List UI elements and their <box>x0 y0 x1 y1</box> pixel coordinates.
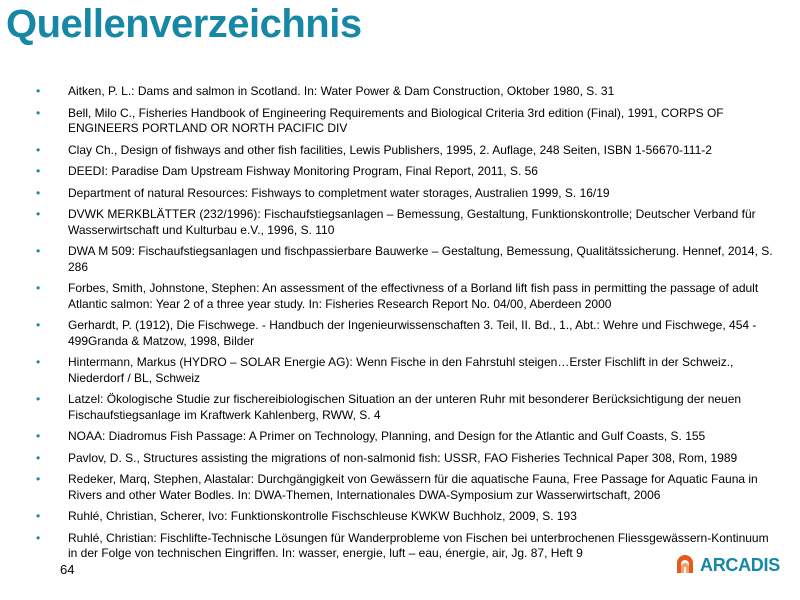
reference-item <box>36 244 776 275</box>
reference-item <box>36 355 776 386</box>
reference-item <box>36 143 776 159</box>
bullet-icon: • <box>36 185 41 200</box>
reference-item <box>36 451 776 467</box>
reference-list <box>36 84 776 568</box>
reference-item <box>36 392 776 423</box>
bullet-icon: • <box>36 164 41 178</box>
bullet-icon: • <box>36 450 41 465</box>
reference-item <box>36 164 776 180</box>
reference-text: Latzel: Ökologische Studie zur fischereibiologischen Situation an der unteren Ruhr mit besonderer Berücksichtigung der neuen Fischaufstiegsanlage im Kraftwerk Kahlenberg, RWW, S. 4 <box>68 392 742 422</box>
reference-text: Redeker, Marq, Stephen, Alastalar: Durchgängigkeit von Gewässern für die aquatische Fauna, Free Passage for Aquatic Fauna in Rivers and other Water Bodles. In: DWA-Themen, Internationales DWA-Symposium zur Wasserwirtschaft, 2006 <box>68 472 758 502</box>
reference-item <box>36 318 776 349</box>
reference-item <box>36 186 776 202</box>
reference-text: Department of natural Resources: Fishways to completment water storages, Australien 1999, S. 16/19 <box>68 185 610 200</box>
reference-text: Aitken, P. L.: Dams and salmon in Scotland. In: Water Power & Dam Construction, Oktober 1980, S. 31 <box>68 84 615 98</box>
reference-text: DVWK MERKBLÄTTER (232/1996): Fischaufstiegsanlagen – Bemessung, Gestaltung, Funktionskontrolle; Deutscher Verband für Wasserwirtschaft und Kulturbau e.V., 1996, S. 110 <box>68 207 756 237</box>
reference-text: NOAA: Diadromus Fish Passage: A Primer on Technology, Planning, and Design for the Atlantic and Gulf Coasts, S. 155 <box>68 429 706 443</box>
reference-item <box>36 281 776 312</box>
page-title: Quellenverzeichnis <box>6 2 362 46</box>
bullet-icon: • <box>36 530 41 545</box>
bullet-icon: • <box>36 472 41 486</box>
reference-text: Ruhlé, Christian: Fischlifte-Technische Lösungen für Wanderprobleme von Fischen bei unterbrochenen Fliessgewässern-Kontinuum in der Folge von technischen Eingriffen. In: wasser, energie, luft – eau, énergie, air, Jg. 87, Heft 9 <box>68 530 769 560</box>
reference-item <box>36 429 776 445</box>
reference-item <box>36 472 776 503</box>
reference-text: Gerhardt, P. (1912), Die Fischwege. - Handbuch der Ingenieurwissenschaften 3. Teil, II. Bd., 1., Abt.: Wehre und Fischwege, 454 - 499Granda & Matzow, 1998, Bilder <box>68 318 757 348</box>
bullet-icon: • <box>36 142 41 157</box>
bullet-icon: • <box>36 392 41 406</box>
bullet-icon: • <box>36 244 41 258</box>
reference-item <box>36 531 776 562</box>
bullet-icon: • <box>36 429 41 443</box>
reference-text: Hintermann, Markus (HYDRO – SOLAR Energie AG): Wenn Fische in den Fahrstuhl steigen…Erster Fischlift in der Schweiz., Niederdorf / BL, Schweiz <box>68 355 734 385</box>
reference-text: Bell, Milo C., Fisheries Handbook of Engineering Requirements and Biological Criteria 3rd edition (Final), 1991, CORPS OF ENGINEERS PORTLAND OR NORTH PACIFIC DIV <box>68 105 724 135</box>
bullet-icon: • <box>36 84 41 98</box>
reference-text: Forbes, Smith, Johnstone, Stephen: An assessment of the effectivness of a Borland lift fish pass in permitting the passage of adult Atlantic salmon: Year 2 of a three year study. In: Fisheries Research Report No. 04/00, Aberdeen 2000 <box>68 281 759 311</box>
reference-text: Pavlov, D. S., Structures assisting the migrations of non-salmonid fish: USSR, FAO Fisheries Technical Paper 308, Rom, 1989 <box>68 450 738 465</box>
reference-text: Clay Ch., Design of fishways and other fish facilities, Lewis Publishers, 1995, 2. Auflage, 248 Seiten, ISBN 1-56670-111-2 <box>68 142 712 157</box>
bullet-icon: • <box>36 509 41 523</box>
reference-text: DWA M 509: Fischaufstiegsanlagen und fischpassierbare Bauwerke – Gestaltung, Bemessung, Qualitätssicherung. Hennef, 2014, S. 286 <box>68 244 773 274</box>
reference-text: Ruhlé, Christian, Scherer, Ivo: Funktionskontrolle Fischschleuse KWKW Buchholz, 2009, S. 193 <box>68 509 577 523</box>
arcadis-logo-icon <box>674 554 696 576</box>
arcadis-logo <box>674 552 780 578</box>
reference-item <box>36 84 776 100</box>
bullet-icon: • <box>36 105 41 120</box>
reference-item <box>36 509 776 525</box>
logo-text: ARCADIS <box>700 554 780 575</box>
page-number: 64 <box>60 562 75 577</box>
reference-text: DEEDI: Paradise Dam Upstream Fishway Monitoring Program, Final Report, 2011, S. 56 <box>68 164 538 178</box>
bullet-icon: • <box>36 281 41 295</box>
reference-item <box>36 207 776 238</box>
reference-item <box>36 106 776 137</box>
bullet-icon: • <box>36 355 41 369</box>
bullet-icon: • <box>36 318 41 332</box>
bullet-icon: • <box>36 207 41 221</box>
